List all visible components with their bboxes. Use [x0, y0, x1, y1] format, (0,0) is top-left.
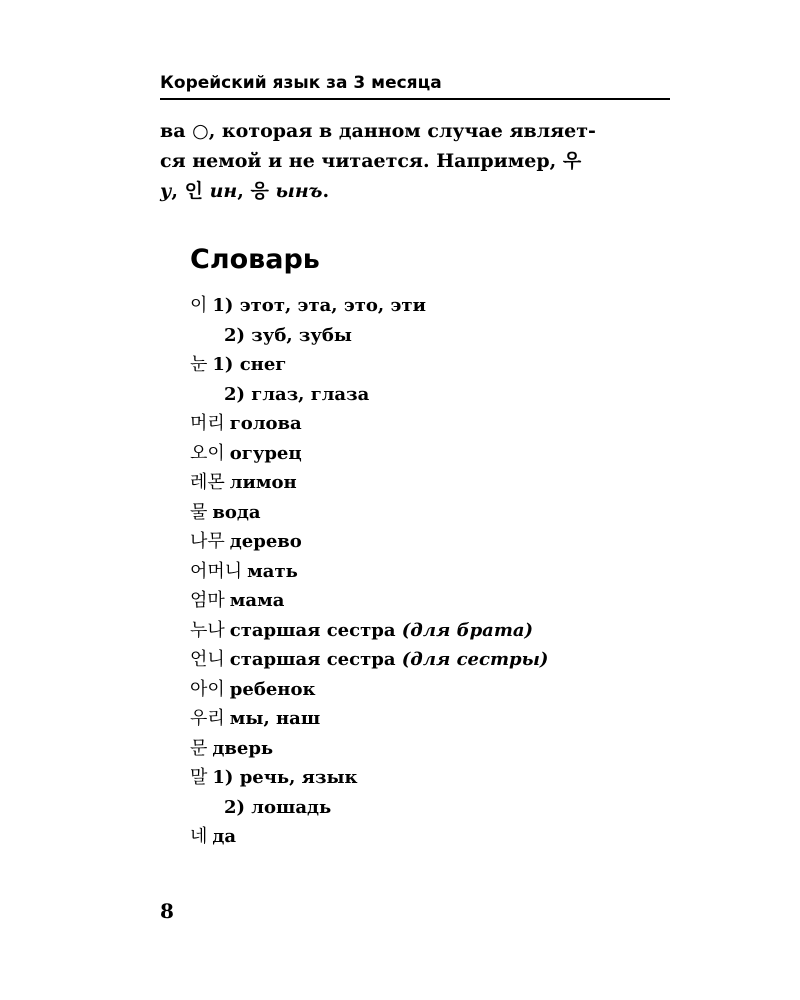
running-header: Корейский язык за 3 месяца: [160, 73, 442, 93]
vocab-translation: старшая сестра: [229, 619, 396, 641]
vocab-translation: лимон: [229, 472, 297, 493]
vocab-entry: [190, 557, 710, 587]
vocab-translation: вода: [212, 501, 261, 523]
vocab-translation: мама: [229, 590, 285, 611]
vocab-korean: 우리: [190, 708, 225, 729]
intro-paragraph: [160, 116, 672, 206]
vocab-translation: 2) лошадь: [224, 796, 332, 818]
vocab-note: (для брата): [401, 619, 534, 641]
vocab-translation: старшая сестра: [229, 649, 396, 670]
vocab-korean: 머리: [190, 413, 225, 434]
vocab-korean: 이: [190, 295, 208, 316]
vocab-korean: 나무: [190, 531, 225, 552]
vocab-translation: 1) речь, язык: [212, 767, 358, 788]
vocab-translation: да: [212, 826, 237, 847]
vocab-korean: 언니: [190, 649, 225, 670]
vocab-entry: [190, 793, 710, 823]
vocab-entry: [190, 704, 710, 734]
vocab-translation: дверь: [212, 737, 274, 759]
vocab-korean: 물: [190, 501, 208, 523]
example-translit-1: у: [160, 180, 172, 202]
example-korean-2: 인: [184, 180, 203, 202]
vocab-entry: [190, 409, 710, 439]
vocab-translation: мать: [247, 560, 298, 582]
intro-line-1: ва ○, которая в данном случае являет-: [160, 120, 596, 142]
vocab-entry: [190, 616, 710, 646]
vocab-korean: 어머니: [190, 560, 243, 582]
vocab-translation: дерево: [229, 531, 302, 552]
vocab-entry: [190, 468, 710, 498]
vocab-entry: [190, 321, 710, 351]
vocab-korean: 엄마: [190, 590, 225, 611]
vocab-translation: 2) зуб, зубы: [224, 324, 352, 346]
vocab-entry: [190, 822, 710, 852]
vocab-entry: [190, 439, 710, 469]
vocab-korean: 오이: [190, 442, 225, 464]
vocab-korean: 눈: [190, 354, 208, 375]
vocabulary-list: [190, 291, 710, 852]
vocab-translation: голова: [229, 413, 302, 434]
vocab-entry: [190, 380, 710, 410]
vocab-korean: 레몬: [190, 472, 225, 493]
vocab-korean: 아이: [190, 678, 225, 700]
vocab-entry: [190, 763, 710, 793]
example-translit-3: ынъ: [275, 180, 323, 202]
vocab-translation: ребенок: [229, 678, 316, 700]
intro-line-2: ся немой и не читается. Например, 우: [160, 150, 582, 172]
vocab-translation: 1) снег: [212, 354, 287, 375]
vocab-entry: [190, 350, 710, 380]
vocab-entry: [190, 586, 710, 616]
intro-line-3: у, 인 ин, 응 ынъ.: [160, 180, 330, 202]
vocab-entry: [190, 734, 710, 764]
vocab-entry: [190, 675, 710, 705]
page-number: 8: [160, 899, 174, 923]
vocab-entry: [190, 291, 710, 321]
vocab-entry: [190, 527, 710, 557]
vocab-korean: 네: [190, 826, 208, 847]
section-title: Словарь: [190, 244, 320, 275]
vocab-translation: мы, наш: [229, 708, 321, 729]
vocab-korean: 누나: [190, 619, 225, 641]
header-divider: [160, 98, 670, 100]
vocab-korean: 문: [190, 737, 208, 759]
vocab-entry: [190, 645, 710, 675]
vocab-korean: 말: [190, 767, 208, 788]
example-translit-2: ин: [209, 180, 238, 202]
example-korean-3: 응: [250, 180, 269, 202]
vocab-translation: 1) этот, эта, это, эти: [212, 295, 426, 316]
vocab-translation: 2) глаз, глаза: [224, 383, 370, 405]
vocab-entry: [190, 498, 710, 528]
vocab-translation: огурец: [229, 442, 302, 464]
vocab-note: (для сестры): [401, 649, 549, 670]
